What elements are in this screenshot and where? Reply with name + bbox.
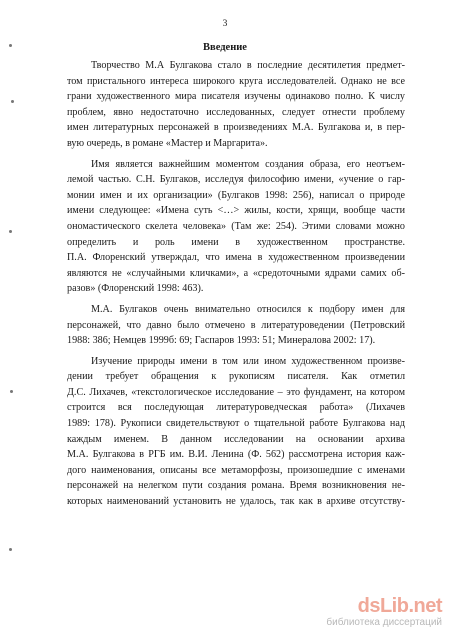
text-line: Творчество М.А Булгакова стало в последние десятилетия предмет- <box>91 60 405 71</box>
text-line: том пристального интереса широкого круга исследователей. Однако не все <box>67 75 405 87</box>
text-line: имени следующее: «Имена суть <…> жилы, кости, хрящи, вообще части <box>67 205 405 217</box>
text-line: дении требует обращения к рукописям писателя. Как отметил <box>67 371 405 383</box>
paragraph-4 <box>67 354 405 510</box>
scan-mark <box>9 548 12 551</box>
text-line: грани художественного мира писателя изучены одинаково полно. К числу <box>67 91 405 103</box>
watermark-subtitle: библиотека диссертаций <box>326 617 442 628</box>
text-line: М.А. Булгакова в РГБ им. В.И. Ленина (Ф. 562) рассмотрена история каж- <box>67 449 405 461</box>
watermark <box>322 595 442 631</box>
text-line: ономастического скелета человека» (Там же: 254). Этими словами можно <box>67 220 405 232</box>
text-line: персонажей на нелегком пути создания романа. Время возникновения не- <box>67 480 405 492</box>
text-line: определить и роль имени в художественном пространстве. <box>67 236 405 248</box>
section-heading: Введение <box>203 42 247 53</box>
page-number: 3 <box>222 19 228 29</box>
text-line: персонажей, что давно было отмечено в литературоведении (Петровский <box>67 319 405 331</box>
scan-mark <box>11 100 14 103</box>
text-line: П.А. Флоренский утверждал, что имена в художественном произведении <box>67 252 405 264</box>
text-line: монии имен и их организации» (Булгаков 1998: 256), написал о природе <box>67 189 405 201</box>
scan-mark <box>9 44 12 47</box>
paragraph-3 <box>67 302 405 349</box>
text-line: разов» (Флоренский 1998: 463). <box>67 283 204 295</box>
text-line: Имя является важнейшим моментом создания образа, его неотъем- <box>91 158 405 170</box>
paragraph-1 <box>67 58 405 152</box>
text-line: каждым именем. В данном исследовании на основании архива <box>67 433 405 445</box>
scan-mark <box>9 230 12 233</box>
watermark-logo: dsLib.net <box>357 595 442 617</box>
text-line: Д.С. Лихачев, «текстологическое исследование – это фундамент, на котором <box>67 386 405 398</box>
text-line: Изучение природы имени в том или ином художественном произве- <box>91 355 405 367</box>
body-text <box>67 58 405 515</box>
scan-mark <box>10 390 13 393</box>
text-line: проблем, явно недостаточно исследованных, следует отнести проблему <box>67 106 405 118</box>
text-line: имен литературных персонажей в произведениях М.А. Булгакова и, в пер- <box>67 122 405 134</box>
text-line: лемой частью. С.Н. Булгаков, исследуя философию имени, «учение о гар- <box>67 174 405 186</box>
text-line: дого наименования, описаны все метаморфозы, произошедшие с именами <box>67 464 405 476</box>
text-line: являются не «случайными кличками», а «средоточными ядрами самих об- <box>67 267 405 279</box>
text-line: М.А. Булгаков очень внимательно относился к подбору имен для <box>91 303 405 315</box>
text-line: 1989: 178). Рукописи свидетельствуют о тщательной работе Булгакова над <box>67 418 405 430</box>
text-line: вую очередь, в романе «Мастер и Маргарита». <box>67 137 268 149</box>
text-line: строится вся последующая литературоведческая работа» (Лихачев <box>67 402 405 414</box>
text-line: которых наименований установить не удалось, так как в архиве отсутству- <box>67 496 405 508</box>
paragraph-2 <box>67 157 405 297</box>
text-line: 1988: 386; Немцев 1999б: 69; Гаспаров 1993: 51; Минералова 2002: 17). <box>67 335 376 347</box>
